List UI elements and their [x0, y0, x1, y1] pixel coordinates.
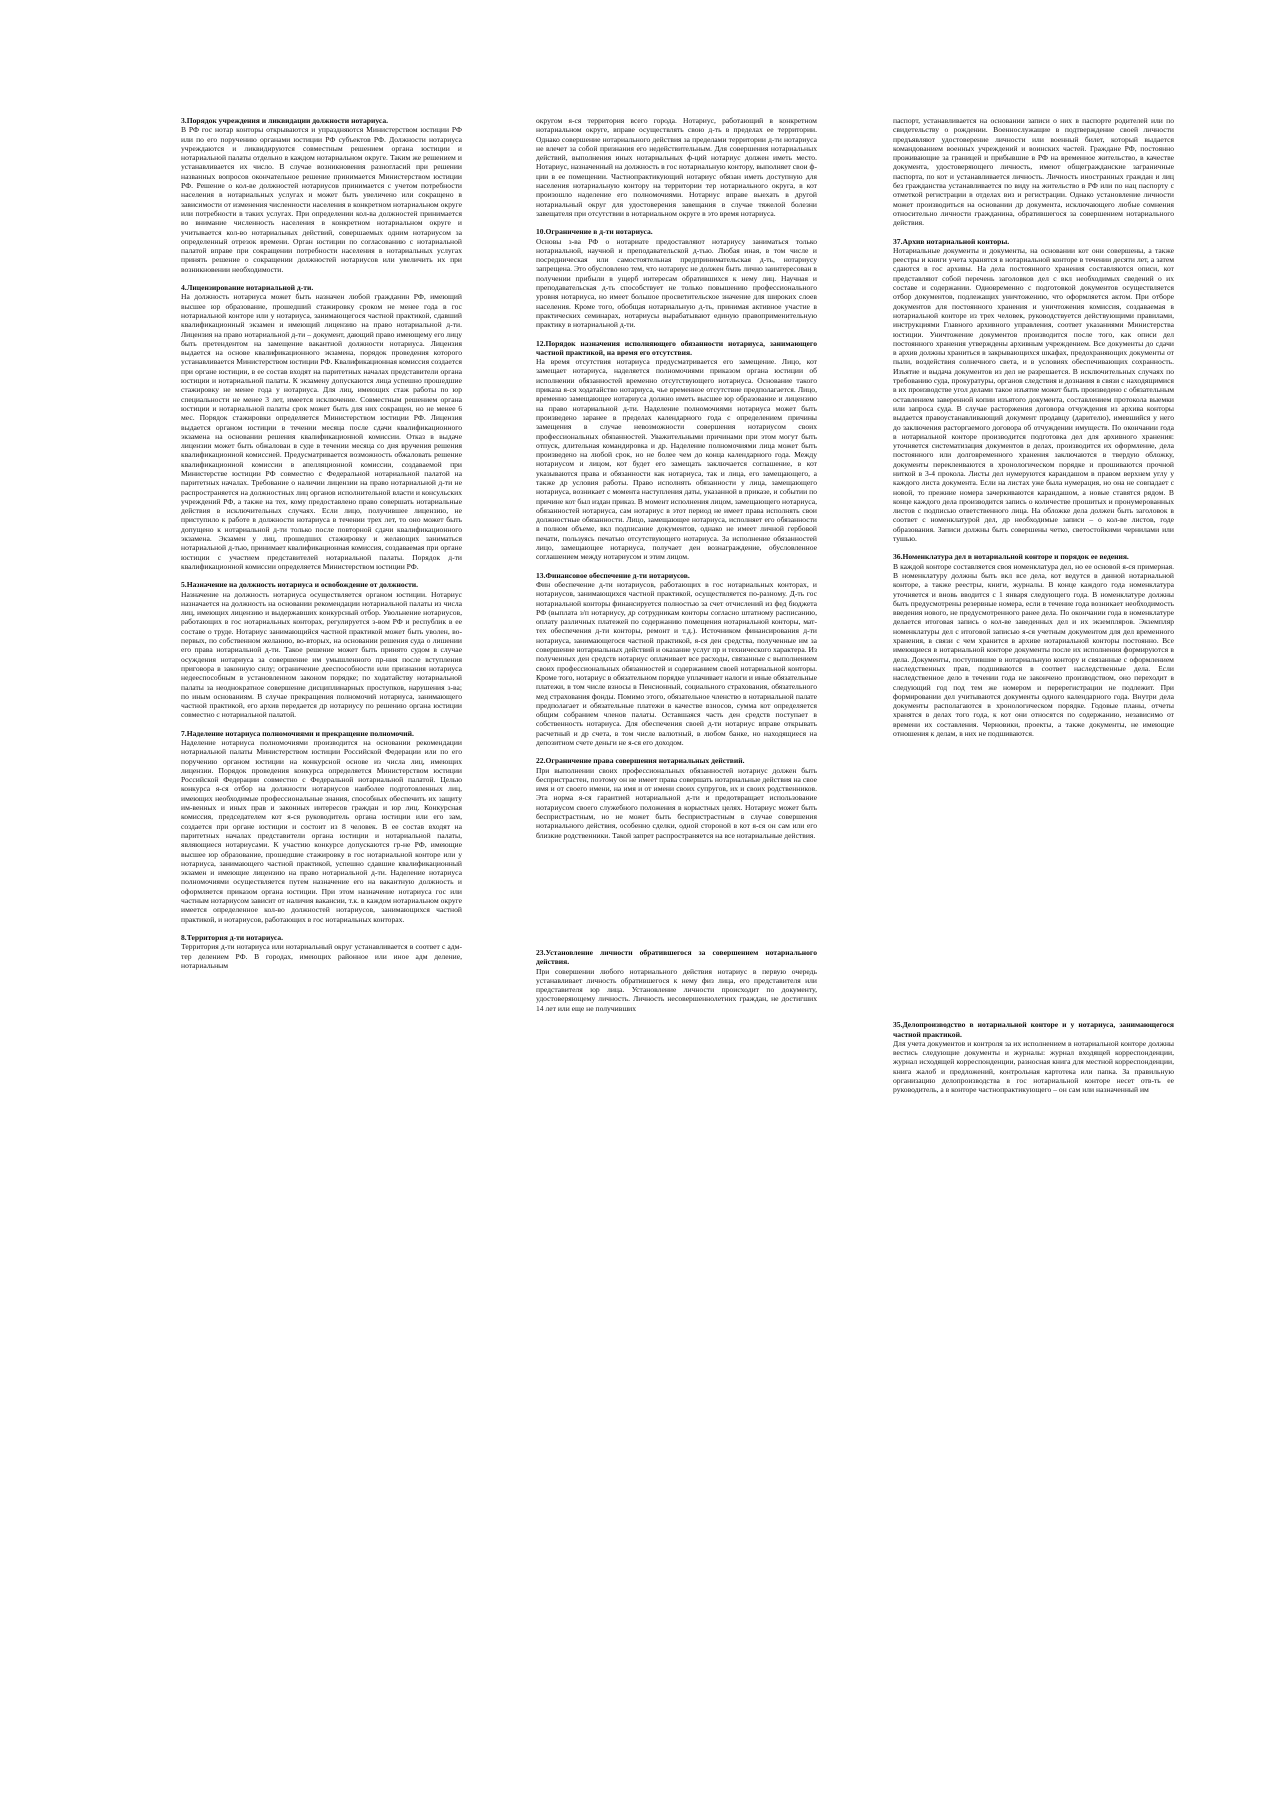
- column-left: [181, 116, 462, 1716]
- section-title: 36.Номенклатура дел в нотариальной конторе и порядок ее ведения.: [893, 552, 1129, 562]
- section-body: Наделение нотариуса полномочиями производится на основании рекомендации нотариальной палаты Министерством юстиции Российской Федерации или по его поручению органом юстиции на конкурсной основе из числа лиц, имеющих лицензии. Порядок проведения конкурса определяется Министерством юстиции Российской Федерации совместно с Федеральной нотариальной палатой. Целью конкурса я-ся отбор на должности нотариусов наиболее подготовленных лиц, имеющих необходимые профессиональные знания, способных обеспечить их защиту им-венных и иных прав и законных интересов граждан и юр лиц. Конкурсная комиссия, председателем кот я-ся руководитель органа юстиции или его зам, создается при органе юстиции и состоит из 8 человек. В ее состав входят на паритетных началах представители органа юстиции и нотариальной палаты, являющиеся нотариусами. К участию конкурсе допускаются гр-не РФ, имеющие высшее юр образование, прошедшие стажировку в гос нотариальной конторе или у нотариуса, занимающего частной практикой, успешно сдавшие квалификационный экзамен и имеющие лицензию на право нотариальной д-ти. Наделение нотариуса полномочиями осуществляется путем назначение его на вакантную должность и оформляется приказом органа юстиции. При этом назначение нотариуса гос или частным нотариусом зависит от наличия вакансии, т.к. в каждом нотариальном округе имеется определенное кол-во должностей нотариусов, занимающихся частной практикой, и нотариусов, работающих в гос нотариальных конторах.: [181, 738, 462, 924]
- section-body: Фин обеспечение д-ти нотариусов, работающих в гос нотариальных конторах, и нотариусов, занимающихся частной практикой, осуществляется по-разному. Д-ть гос нотариальной конторы финансируется полностью за счет отчислений из фед бюджета РФ (выплата з/п нотариусу, др сотрудникам конторы согласно штатному расписанию, оплату различных платежей по содержанию помещения нотариальной конторы, мат-тех обеспечения д-ти конторы, ремонт и т.д.). Источником финансирования д-ти нотариуса, занимающегося частной практикой, я-ся ден средства, полученные им за совершение нотариальных действий и оказание услуг пр и технического характера. Из полученных ден средств нотариус оплачивает все расходы, связанные с выполнением своих профессиональных обязанностей и содержанием своей нотариальной конторы. Кроме того, нотариус в обязательном порядке уплачивает налоги и иные обязательные платежи, в том числе взносы в Пенсионный, социального страхования, обязательного мед страхования фонды. Помимо этого, обязательное членство в нотариальной палате предполагает и обязательные платежи в качестве взносов, сумма кот определяется общим собранием членов палаты. Оставшаяся часть ден средств поступает в собственность нотариуса. Для обеспечения своей д-ти нотариус вправе открывать расчетный и др счета, в том числе валютный, в любом банке, но находящиеся на депозитном счете деньги не я-ся его доходом.: [536, 579, 817, 747]
- section-13: [536, 571, 817, 748]
- section-title: 13.Финансовое обеспечение д-ти нотариусов.: [536, 570, 690, 580]
- section-title: 35.Делопроизводство в нотариальной конторе и у нотариуса, занимающегося частной практикой.: [893, 1020, 1174, 1039]
- section-body: В РФ гос нотар конторы открываются и упраздняются Министерством юстиции РФ или по его поручению органами юстиции РФ субъектов РФ. Должности нотариуса учреждаются и ликвидируются совместным решением органа юстиции и нотариальной палаты отдельно в каждом нотариальном округе. Таким же решением и устанавливается их число. В случае возникновения разногласий при решении названных вопросов окончательное решение принимается Министерством юстиции РФ. Решение о кол-ве должностей нотариусов принимается с учетом потребности населения в нотариальных услугах и может быть увеличено или сокращено в зависимости от изменения численности населения в конкретном нотариальном округе или потребности в таких услугах. При определении кол-ва должностей принимается во внимание численность населения в конкретном нотариальном округе и учитывается кол-во нотариальных действий, совершаемых одним нотариусом за определенный отрезок времени. Орган юстиции по согласованию с нотариальной палатой вправе при сокращении потребности населения в нотариальных услугах принять решение о сокращении должностей нотариусов или увеличить их при возникновении необходимости.: [181, 125, 462, 274]
- section-36: [893, 552, 1174, 738]
- section-10: [536, 227, 817, 329]
- section-body: На должность нотариуса может быть назначен любой гражданин РФ, имеющий высшее юр образование, прошедший стажировку сроком не менее года в гос нотариальной конторе или у нотариуса, занимающегося частной практикой, сдавший квалификационный экзамен и имеющий лицензию на право нотариальной д-ти. Лицензия на право нотариальной д-ти – документ, дающий право имеющему его лицу быть претендентом на замещение вакантной должности нотариуса. Лицензия выдается на основе квалификационного экзамена, порядок проведения которого устанавливается Министерством юстиции РФ. Квалификационная комиссия создается при органе юстиции, в ее состав входят на паритетных началах представители органа юстиции и нотариальной палаты. К экзамену допускаются лица успешно прошедшие стажировку не менее года у нотариуса. Для лиц, имеющих стаж работы по юр специальности не менее 3 лет, имеется исключение. Совместным решением органа юстиции и нотариальной палаты срок может быть для них сокращен, но не менее 6 мес. Порядок стажировки определяется Министерством юстиции РФ. Лицензия выдается органом юстиции в течении месяца после сдачи квалификационного экзамена на основании решения квалификационной комиссии. Отказ в выдаче лицензии может быть обжалован в суде в течении месяца со дня вручения решения квалификационной комиссией. Предусматривается возможность обжаловать решение квалификационной комиссии в апелляционной комиссии, создаваемой при Министерстве юстиции РФ совместно с Федеральной нотариальной палатой на паритетных началах. Требование о наличии лицензии на право нотариальной д-ти не распространяется на должностных лиц органов исполнительной власти и консульских учреждений РФ, а также на тех, кому предоставлено право совершать нотариальные действия в исключительных случаях. Если лицо, получившее лицензию, не приступило к работе в должности нотариуса в течении трех лет, то оно может быть допущено к нотариальной д-ти только после повторной сдачи квалификационного экзамена. Экзамен у лиц, прошедших стажировку и желающих заниматься нотариальной д-тью, принимает квалификационная комиссия, создаваемая при органе юстиции с участием представителей нотариальной палаты. Порядок д-ти квалификационной комиссии определяется Министерством юстиции РФ.: [181, 292, 462, 571]
- section-22: [536, 756, 817, 840]
- section-title: 23.Установление личности обратившегося за совершением нотариального действия.: [536, 947, 817, 967]
- column-right: [893, 116, 1174, 1716]
- section-body: Нотариальные документы и документы, на основании кот они совершены, а также реестры и книги учета хранятся в нотариальной конторе в течении десяти лет, а затем сдаются в гос архивы. На дела постоянного хранения составляются описи, кот представляют собой перечень заголовков дел с вкл необходимых сведений о их составе и содержании. Одновременно с подготовкой документов осуществляется отбор документов, подлежащих уничтожению, что оформляется актом. При отборе документов для постоянного хранения и уничтожения комиссия, создаваемая в нотариальной конторе из трех человек, руководствуется действующими правилами, инструкциями Главного архивного управления, соответ указаниями Министерства юстиции. Уничтожение документов производится после того, как описи дел постоянного хранения утверждены архивным учреждением. Все документы до сдачи в архив должны храниться в закрывающихся шкафах, предохраняющих документы от пыли, воздействия солнечного света, и в условиях обеспечивающих сохранность. Изъятие и выдача документов из дел не разрешается. В исключительных случаях по требованию суда, прокуратуры, органов следствия и дознания в связи с находящимися в их производстве угол делами такое изъятие может быть произведено с обязательным оставлением заверенной копии изъятого документа, составлением протокола выемки или запроса суда. В случае расторжения договора отчуждения из архива конторы выдается правоустанавливающий документ продавцу (дарителю), имевшийся у него до заключения расторгаемого договора об отчуждении имуществ. По окончании года в нотариальной конторе производится подготовка дел для архивного хранения: уточняется систематизация документов в делах, производится их оформление, дела постоянного или долговременного хранения заключаются в твердую обложку, документы переклеиваются в хронологическом порядке и прошиваются прочной ниткой в 3-4 прокола. Листы дел нумеруются карандашом в правом верхнем углу у каждого листа документа. Если на листах уже была нумерация, но она не совпадает с новой, то прежние номера зачеркиваются карандашом, а новые ставятся рядом. В конце каждого дела производится запись о количестве прошитых и пронумерованных листов с подписью ответственного лица. На обложке дела должен быть заголовок в соответ с номенклатурой дел, др необходимые записи – о кол-ве листов, годе образования. Записи должны быть совершены четко, светостойкими чернилами или тушью.: [893, 245, 1174, 544]
- section-title: 22.Ограничение права совершения нотариальных действий.: [536, 756, 745, 766]
- section-4: [181, 283, 462, 571]
- section-3: [181, 116, 462, 274]
- section-title: 12.Порядок назначения исполняющего обязанности нотариуса, занимающего частной практикой, на время его отсутствия.: [536, 338, 817, 357]
- section-12: [536, 339, 817, 562]
- section-body: В каждой конторе составляется своя номенклатура дел, но ее основой я-ся примерная. В номенклатуру должны быть вкл все дела, кот ведутся в данной нотариальной конторе, а также реестры, книги, журналы. В конце каждого года номенклатура уточняется и вновь вводится с 1 января следующего года. В номенклатуре должны быть предусмотрены резервные номера, если в течение года возникает необходимость введения нового, не предусмотренного ранее дела. По окончании года в номенклатуре делается итоговая запись о кол-ве заведенных дел и их экземпляров. Экземпляр номенклатуры дел с итоговой записью я-ся учетным документом для дел временного хранения, в связи с чем хранится в архиве нотариальной конторы постоянно. Все имеющиеся в нотариальной конторе документы после их исполнения формируются в дела. Документы, поступившие в нотариальную контору и связанные с оформлением наследственных прав, подшиваются в соответ наследственные дела. Если наследственное дело в течении года не закончено производством, оно переходит в следующий год под тем же номером и перерегистрации не подлежит. При формировании дел учитываются документы одного календарного года. Внутри дела документы располагаются в хронологическом порядке. Годовые планы, отчеты хранятся в делах того года, к кот они относятся по содержанию, независимо от времени их составления. Черновики, проекты, а также документы, не имеющие отношения к делам, в них не подшиваются.: [893, 561, 1174, 738]
- section-title: 7.Наделение нотариуса полномочиями и прекращение полномочий.: [181, 728, 414, 738]
- section-8-continued: [536, 116, 817, 218]
- section-title: 8.Территория д-ти нотариуса.: [181, 932, 284, 942]
- section-body: Территория д-ти нотариуса или нотариальный округ устанавливается в соответ с адм-тер делением РФ. В городах, имеющих районное или иное адм деление, нотариальным: [181, 942, 462, 970]
- section-35: [893, 1020, 1174, 1094]
- section-title: 5.Назначение на должность нотариуса и освобождение от должности.: [181, 580, 419, 590]
- section-body: Назначение на должность нотариуса осуществляется органом юстиции. Нотариус назначается на должность на основании рекомендации нотариальной палаты из числа лиц, имеющих лицензию и выдержавших конкурсный отбор. Увольнение нотариусов, работающих в гос нотариальных конторах, регулируется з-вом РФ и республик в ее составе о труде. Нотариус занимающийся частной практикой может быть уволен, во-первых, по собственном желанию, во-вторых, на основании решения суда о лишении его права нотариальной д-ти. Такое решение может быть принято судом в случае осуждения нотариуса за совершение им умышленного пр-ния после вступления приговора в законную силу; ограничение дееспособности или признания нотариуса недееспособным в установленном законом порядке; по ходатайству нотариальной палаты за неоднократное совершение дисциплинарных проступков, нарушения з-ва; по иным основаниям. В случае прекращения полномочий нотариуса, занимающего частной практикой, его архив передается др нотариусу по решению органа юстиции совместно с нотариальной палатой.: [181, 589, 462, 720]
- section-body: Для учета документов и контроля за их исполнением в нотариальной конторе должны вестись следующие документы и журналы: журнал входящей корреспонденции, журнал исходящей корреспонденции, разносная книга для местной корреспонденции, книга жалоб и предложений, контрольная картотека или папка. За правильную организацию делопроизводства в гос нотариальной конторе несет отв-ть ее руководитель, а в конторе частнопрактикующего – он сам или назначенный им: [893, 1038, 1174, 1095]
- section-7: [181, 729, 462, 924]
- section-body: округом я-ся территория всего города. Нотариус, работающий в конкретном нотариальном округе, вправе осуществлять свою д-ть в пределах ее территории. Однако совершение нотариального действия за пределами территории д-ти нотариуса не влечет за собой признания его недействительным. Для совершения нотариальных действий, выполнения иных нотариальных ф-ций нотариус должен иметь место. Нотариус, назначенный на должность в гос нотариальную контору, выполняет свои ф-ции в ее помещении. Частнопрактикующий нотариус обязан иметь доступную для населения нотариальную контору на территории тер нотариального округа, в кот произошло наделение его полномочиями. Нотариус вправе выехать в другой нотариальный округ для удостоверения завещания в случае тяжелой болезни завещателя при отсутствии в нотариальном округе в это время нотариуса.: [536, 116, 817, 218]
- section-title: 10.Ограничение в д-ти нотариуса.: [536, 227, 653, 237]
- section-23-continued: [893, 116, 1174, 228]
- section-body: Основы з-ва РФ о нотариате предоставляют нотариусу заниматься только нотариальной, научной и преподавательской д-тью. Любая иная, в том числе и посредническая или самостоятельная предпринимательская д-ть, нотариусу запрещена. Это обусловлено тем, что нотариус не должен быть лично заинтересован в получении прибыли в ущерб интересам обратившихся к нему лиц. Научная и преподавательская д-ть способствует не только повышению профессионального уровня нотариуса, но имеет большое просветительское значение для широких слоев населения. Кроме того, обобщая нотариальную д-ть, принимая активное участие в практических семинарах, нотариусы вырабатывают единую правоприменительную практику в нотариальной д-ти.: [536, 236, 817, 330]
- section-body: При выполнении своих профессиональных обязанностей нотариус должен быть беспристрастен, поэтому он не имеет права совершать нотариальные действия на свое имя и от своего имени, на имя и от имени своих супругов, их и своих родственников. Эта норма я-ся гарантией нотариальной д-ти и предотвращает использование нотариусом своего служебного положения в корыстных целях. Нотариус может быть беспристрастным, но не может быть беспристрастным в случае совершения нотариального действия, особенно сделки, одной стороной в кот я-ся он сам или его близкие родственники. Такой запрет распространяется на все нотариальные действия.: [536, 765, 817, 840]
- section-body: При совершении любого нотариального действия нотариус в первую очередь устанавливает личность обратившегося к нему физ лица, его представителя или представителя юр лица. Установление личности происходит по документу, удостоверяющему личность. Личность несовершеннолетних граждан, не достигших 14 лет или еще не получивших: [536, 966, 817, 1013]
- section-5: [181, 580, 462, 719]
- section-body: паспорт, устанавливается на основании записи о них в паспорте родителей или по свидетельству о рождении. Военнослужащие в подтверждение своей личности предъявляют удостоверение личности или военный билет, который выдается командованием военных учреждений и воинских частей. Граждане РФ, постоянно проживающие за границей и прибывшие в РФ на временное жительство, в качестве документа, удостоверяющего личность, имеют общегражданские заграничные паспорта, по кот и устанавливается личность. Личность иностранных граждан и лиц без гражданства устанавливается по виду на жительство в РФ или по нац паспорту с отметкой регистрации в отделах виз и регистрации. Однако установление личности может производиться на основании др документа, исключающего любые сомнения относительно личности гражданина, обратившегося за совершением нотариального действия.: [893, 116, 1174, 228]
- section-title: 37.Архив нотариальной конторы.: [893, 236, 1010, 246]
- column-middle: [536, 116, 817, 1716]
- section-body: На время отсутствия нотариуса предусматривается его замещение. Лицо, кот замещает нотариуса, наделяется полномочиями приказом органа юстиции об исполнении обязанностей временно отсутствующего нотариуса. Основание такого приказа я-ся ходатайство нотариуса, чье временное отсутствие предполагается. Лицо, временно замещающее нотариуса должно иметь высшее юр образование и лицензию на право нотариальной д-ти. Наделение полномочиями нотариуса может быть произведено заранее в пределах календарного года с определением причины замещения в случае невозможности совершения нотариусом своих профессиональных обязанностей. Уважительными причинами при этом могут быть отпуск, длительная командировка и др. Наделение полномочиями лица может быть произведено на любой срок, но не более чем до конца календарного года. Между нотариусом и лицом, кот будет его замещать заключается соглашение, в кот указываются права и обязанности как нотариуса, так и лица, его замещающего, а также др условия работы. Право исполнять обязанности у лица, замещающего нотариуса, возникает с момента наступления даты, указанной в приказе, и событии по причине кот был издан приказ. В момент исполнения лицом, замещающего нотариуса, обязанностей нотариуса, сам нотариус в этот период не имеет права исполнять свои должностные обязанности. Лицо, замещающее нотариуса, исполняет его обязанности в полном объеме, вкл подписание документов, однако не имеет личной гербовой печати, пользуясь печатью отсутствующего нотариуса. За исполнение обязанностей лицо, замещающее нотариуса, получает ден вознаграждение, обусловленное соглашением между нотариусом и этим лицом.: [536, 357, 817, 562]
- section-title: 3.Порядок учреждения и ликвидации должности нотариуса.: [181, 116, 389, 125]
- section-title: 4.Лицензирование нотариальной д-ти.: [181, 283, 314, 293]
- section-23: [536, 948, 817, 1013]
- section-37: [893, 237, 1174, 544]
- section-8: [181, 933, 462, 970]
